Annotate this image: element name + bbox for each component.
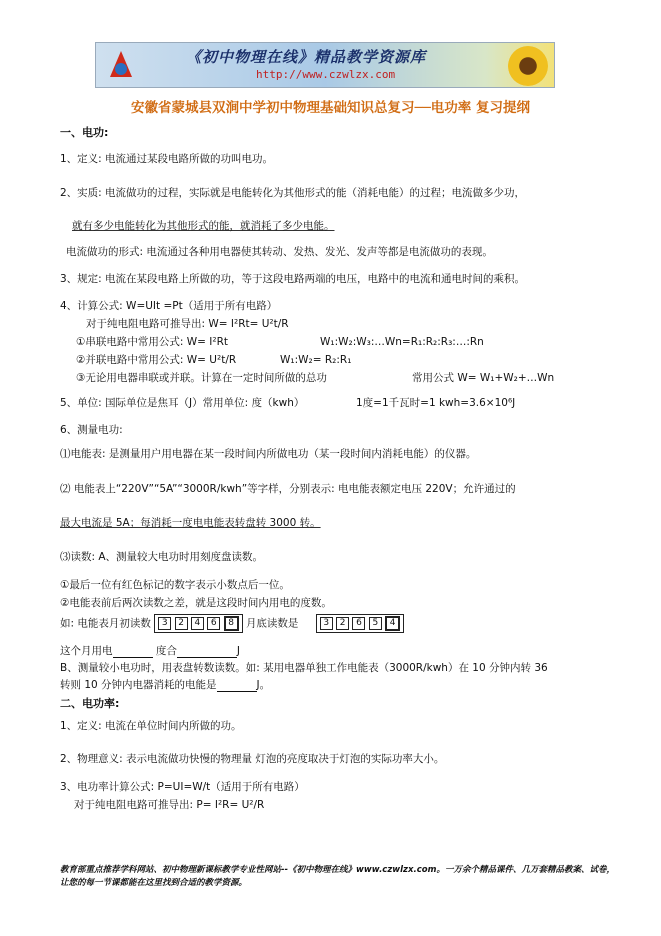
header-banner [95,42,555,88]
sec1-parallel-ratio: W₁:W₂= R₂:R₁ [280,354,352,366]
document-title: 安徽省蒙城县双涧中学初中物理基础知识总复习──电功率 复习提纲 [131,100,530,116]
sec1-total-formula: 常用公式 W= W₁+W₂+…Wn [412,372,555,384]
example-end-label: 月底读数是 [245,617,299,630]
sunflower-icon [508,46,548,86]
sec1-unit-conversion: 1度=1千瓦时=1 kwh=3.6×10⁶J [356,397,516,409]
degree-label: 度合 [155,645,177,657]
sec2-formula-pure: 对于纯电阻电路可推导出: P= I²R= U²/R [74,799,265,811]
digit: 4 [191,617,204,630]
meter-end-reading [316,614,404,633]
sec1-label-line1: ⑵ 电能表上“220V”“5A”“3000R/kwh”等字样，分别表示: 电电能表额定电压 220V；允许通过的 [60,483,516,495]
banner-title: 《初中物理在线》精品教学资源库 [186,48,427,66]
page-footer: 教育部重点推荐学科网站、初中物理新课标教学专业性网站--《初中物理在线》www.czwlzx.com。一万余个精品课件、几万套精品教案、试卷，让您的每一节课都能在这里找到合适的教学资源。 [60,865,615,889]
sec1-unit: 5、单位: 国际单位是焦耳（J）常用单位: 度（kwh） [60,397,305,409]
sec1-essence-line1: 2、实质: 电流做功的过程，实际就是电能转化为其他形式的能（消耗电能）的过程；电流做多少功， [60,187,526,199]
monthly-usage-label: 这个月用电 [60,645,113,657]
sec1-formula-pure: 对于纯电阻电路可推导出: W= I²Rt= U²t/R [86,318,289,330]
decimal-digit: 8 [224,616,239,631]
joule-unit: J [236,645,240,657]
sec1-reading: ⑶读数: A、测量较大电功时用刻度盘读数。 [60,551,264,563]
digit: 5 [369,617,382,630]
sec1-example [60,614,404,633]
sec2-meaning: 2、物理意义: 表示电流做功快慢的物理量 灯泡的亮度取决于灯泡的实际功率大小。 [60,753,445,765]
digit: 6 [352,617,365,630]
joule-blank[interactable] [177,647,237,658]
sec1-definition: 1、定义: 电流通过某段电路所做的功叫电功。 [60,153,274,165]
digit: 2 [336,617,349,630]
sec1-series: ①串联电路中常用公式: W= I²Rt [76,336,229,348]
decimal-digit: 4 [385,616,400,631]
sec1-small-work: B、测量较小电功时，用表盘转数读数。如: 某用电器单独工作电能表（3000R/kwh）在 10 分钟内转 36 [60,662,548,674]
sec1-reading-note2: ②电能表前后两次读数之差，就是这段时间内用电的度数。 [60,597,332,609]
energy-blank[interactable] [217,681,257,692]
digit: 2 [175,617,188,630]
digit: 3 [158,617,171,630]
sec1-label-line2: 最大电流是 5A；每消耗一度电电能表转盘转 3000 转。 [60,517,321,529]
meter-start-reading [154,614,242,633]
small-work-text: 转则 10 分钟内电器消耗的电能是 [60,679,217,691]
sec2-definition: 1、定义: 电流在单位时间内所做的功。 [60,720,242,732]
section-2-heading: 二、电功率: [60,697,120,710]
sec1-rule: 3、规定: 电流在某段电路上所做的功，等于这段电路两端的电压，电路中的电流和通电时间的乘积。 [60,273,526,285]
digit: 6 [207,617,220,630]
sec1-essence-line2: 就有多少电能转化为其他形式的能，就消耗了多少电能。 [72,220,335,232]
banner-url[interactable]: http://www.czwlzx.com [256,68,396,81]
sec1-series-ratio: W₁:W₂:W₃:…Wn=R₁:R₂:R₃:…:Rn [320,336,484,348]
sec1-total: ③无论用电器串联或并联。计算在一定时间所做的总功 [76,372,327,384]
small-work-unit: J。 [256,679,271,691]
section-1-heading: 一、电功: [60,126,109,139]
sec1-forms: 电流做功的形式: 电流通过各种用电器使其转动、发热、发光、发声等都是电流做功的表现。 [66,246,493,258]
sec2-formula: 3、电功率计算公式: P=UI=W/t（适用于所有电路） [60,781,305,793]
sec1-small-work-answer [60,679,270,692]
digit: 3 [320,617,333,630]
site-logo-icon [104,47,138,83]
example-start-label: 如: 电能表月初读数 [60,617,151,630]
sec1-example-answer [60,645,240,658]
sec1-measure: 6、测量电功: [60,424,123,436]
sec1-reading-note1: ①最后一位有红色标记的数字表示小数点后一位。 [60,579,290,591]
sec1-formula: 4、计算公式: W=UIt =Pt（适用于所有电路） [60,300,278,312]
sec1-meter: ⑴电能表: 是测量用户用电器在某一段时间内所做电功（某一段时间内消耗电能）的仪器。 [60,448,477,460]
usage-blank[interactable] [113,647,153,658]
sec1-parallel: ②并联电路中常用公式: W= U²t/R [76,354,237,366]
